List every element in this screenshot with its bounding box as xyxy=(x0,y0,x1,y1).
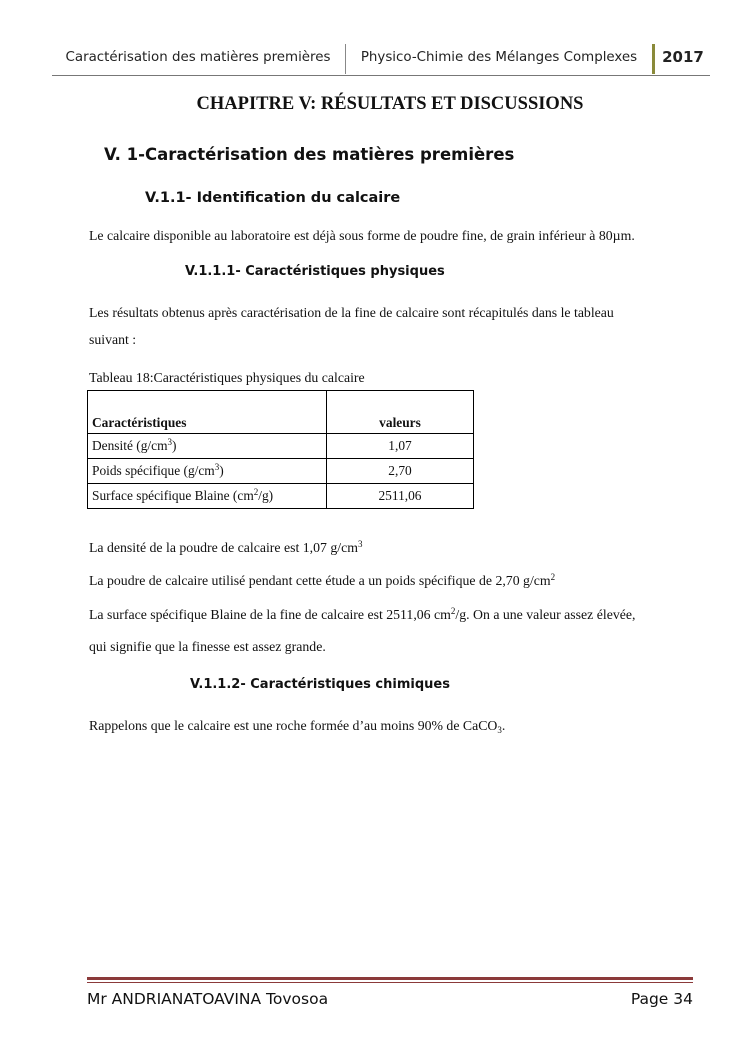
specific-weight-sentence: La poudre de calcaire utilisé pendant cette étude a un poids spécifique de 2,70 $g/cm^2$ xyxy=(89,572,556,588)
subsubsection-physical-title: V.1.1.1- Caractéristiques physiques xyxy=(185,264,445,279)
footer-page-number: Page 34 xyxy=(630,990,693,1008)
intro-paragraph: Le calcaire disponible au laboratoire est déjà sous forme de poudre fine, de grain inférieur à 80µm. xyxy=(89,228,635,243)
table-row xyxy=(88,484,474,509)
page-header xyxy=(52,42,710,76)
header-year: 2017 xyxy=(662,48,704,66)
blaine-line2: qui signifie que la finesse est assez grande. xyxy=(89,639,326,654)
table-row xyxy=(88,459,474,484)
header-accent-divider xyxy=(652,44,655,74)
table-cell-value: 1,07 xyxy=(327,434,474,459)
table-cell-value: 2511,06 xyxy=(327,484,474,509)
table-cell-label: Poids spécifique $(g/cm^3)$ xyxy=(88,459,327,484)
section-title: V. 1-Caractérisation des matières premières xyxy=(104,145,515,164)
header-divider xyxy=(345,44,346,74)
header-middle-title: Physico-Chimie des Mélanges Complexes xyxy=(360,50,638,65)
footer-rule-thin xyxy=(87,982,693,983)
table-caption: Tableau 18:Caractéristiques physiques du calcaire xyxy=(89,370,365,385)
results-paragraph-line1: Les résultats obtenus après caractérisation de la fine de calcaire sont récapitulés dans le tableau xyxy=(89,305,614,320)
footer-rule-thick xyxy=(87,977,693,980)
blaine-line1: La surface spécifique Blaine de la fine de calcaire est 2511,06 $cm^2/g$. On a une valeur assez élevée, xyxy=(89,606,636,622)
table-header-row xyxy=(88,391,474,434)
table-cell-label: Surface spécifique Blaine $(cm^2/g)$ xyxy=(88,484,327,509)
table-cell-value: 2,70 xyxy=(327,459,474,484)
chapter-title: CHAPITRE V: RÉSULTATS ET DISCUSSIONS xyxy=(196,94,584,114)
results-paragraph xyxy=(89,299,699,353)
density-sentence: La densité de la poudre de calcaire est 1,07 $g/cm^3$ xyxy=(89,539,363,555)
header-left-title: Caractérisation des matières premières xyxy=(65,50,331,65)
results-paragraph-line2: suivant : xyxy=(89,332,137,347)
table-header-values: valeurs xyxy=(327,391,474,434)
table-header-characteristics: Caractéristiques xyxy=(88,391,327,434)
subsubsection-chemical-title: V.1.1.2- Caractéristiques chimiques xyxy=(190,677,450,692)
characteristics-table xyxy=(87,390,474,509)
table-cell-label: Densité $(g/cm^3)$ xyxy=(88,434,327,459)
chemical-sentence: Rappelons que le calcaire est une roche formée d’au moins 90% de CaCO$_3$. xyxy=(89,718,506,735)
table-row xyxy=(88,434,474,459)
subsection-title: V.1.1- Identification du calcaire xyxy=(145,190,401,206)
blaine-paragraph xyxy=(89,601,709,660)
footer-author: Mr ANDRIANATOAVINA Tovosoa xyxy=(87,990,329,1008)
header-rule xyxy=(52,75,710,76)
